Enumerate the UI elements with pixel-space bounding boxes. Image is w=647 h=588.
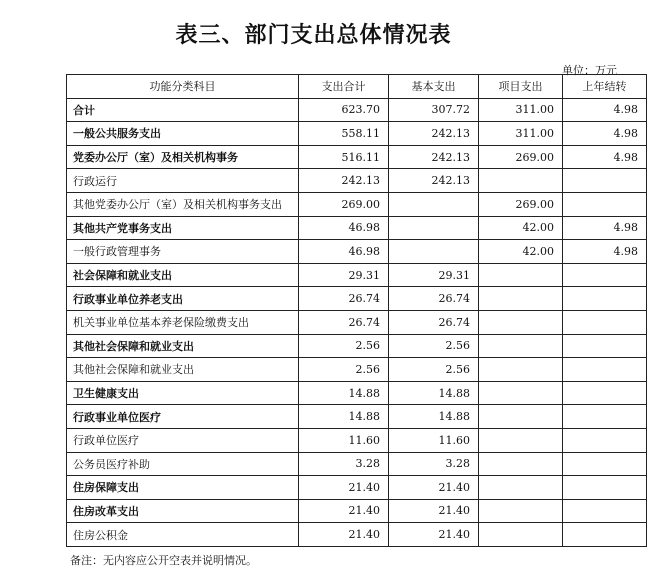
project-cell: 311.00: [479, 98, 563, 122]
basic-cell: [389, 216, 479, 240]
table-row: [67, 122, 647, 146]
basic-cell: [389, 240, 479, 264]
total-cell: 623.70: [299, 98, 389, 122]
project-cell: 269.00: [479, 145, 563, 169]
carry-cell: 4.98: [563, 216, 647, 240]
table-row: [67, 476, 647, 500]
basic-cell: 307.72: [389, 98, 479, 122]
footnote: 备注：无内容应公开空表并说明情况。: [70, 554, 257, 567]
category-cell: 行政单位医疗: [67, 428, 299, 452]
expenditure-table-container: [66, 74, 638, 549]
category-cell: 其他社会保障和就业支出: [67, 358, 299, 382]
basic-cell: 26.74: [389, 287, 479, 311]
table-row: [67, 192, 647, 216]
table-row: [67, 452, 647, 476]
project-cell: [479, 476, 563, 500]
category-cell: 住房改革支出: [67, 499, 299, 523]
basic-cell: 2.56: [389, 334, 479, 358]
basic-cell: 14.88: [389, 381, 479, 405]
table-row: [67, 240, 647, 264]
project-cell: [479, 287, 563, 311]
project-cell: [479, 263, 563, 287]
total-cell: 2.56: [299, 358, 389, 382]
carry-cell: [563, 310, 647, 334]
table-row: [67, 263, 647, 287]
category-cell: 住房保障支出: [67, 476, 299, 500]
table-header-row: [67, 75, 647, 99]
carry-cell: 4.98: [563, 145, 647, 169]
table-row: [67, 358, 647, 382]
basic-cell: 29.31: [389, 263, 479, 287]
category-cell: 一般行政管理事务: [67, 240, 299, 264]
table-row: [67, 98, 647, 122]
carry-cell: 4.98: [563, 122, 647, 146]
table-row: [67, 216, 647, 240]
column-header-carry: 上年结转: [563, 75, 647, 99]
expenditure-table: [66, 74, 647, 547]
category-cell: 一般公共服务支出: [67, 122, 299, 146]
table-row: [67, 428, 647, 452]
category-cell: 行政事业单位养老支出: [67, 287, 299, 311]
carry-cell: [563, 523, 647, 547]
basic-cell: 26.74: [389, 310, 479, 334]
project-cell: 42.00: [479, 240, 563, 264]
page-title: 表三、部门支出总体情况表: [175, 22, 452, 48]
project-cell: [479, 452, 563, 476]
project-cell: [479, 523, 563, 547]
project-cell: [479, 428, 563, 452]
table-row: [67, 287, 647, 311]
carry-cell: [563, 476, 647, 500]
total-cell: 3.28: [299, 452, 389, 476]
category-cell: 机关事业单位基本养老保险缴费支出: [67, 310, 299, 334]
total-cell: 26.74: [299, 310, 389, 334]
carry-cell: [563, 192, 647, 216]
total-cell: 516.11: [299, 145, 389, 169]
column-header-category: 功能分类科目: [67, 75, 299, 99]
carry-cell: [563, 358, 647, 382]
table-row: [67, 405, 647, 429]
project-cell: 311.00: [479, 122, 563, 146]
total-cell: 29.31: [299, 263, 389, 287]
project-cell: [479, 310, 563, 334]
basic-cell: 21.40: [389, 523, 479, 547]
basic-cell: 242.13: [389, 145, 479, 169]
category-cell: 公务员医疗补助: [67, 452, 299, 476]
carry-cell: [563, 169, 647, 193]
table-row: [67, 310, 647, 334]
unit-label: 单位：万元: [562, 64, 617, 77]
project-cell: [479, 381, 563, 405]
total-cell: 21.40: [299, 523, 389, 547]
total-cell: 21.40: [299, 499, 389, 523]
category-cell: 社会保障和就业支出: [67, 263, 299, 287]
total-cell: 2.56: [299, 334, 389, 358]
total-cell: 242.13: [299, 169, 389, 193]
table-row: [67, 499, 647, 523]
basic-cell: [389, 192, 479, 216]
basic-cell: 21.40: [389, 499, 479, 523]
total-cell: 558.11: [299, 122, 389, 146]
category-cell: 合计: [67, 98, 299, 122]
carry-cell: [563, 381, 647, 405]
category-cell: 住房公积金: [67, 523, 299, 547]
carry-cell: [563, 334, 647, 358]
basic-cell: 14.88: [389, 405, 479, 429]
project-cell: [479, 499, 563, 523]
project-cell: 269.00: [479, 192, 563, 216]
category-cell: 其他党委办公厅（室）及相关机构事务支出: [67, 192, 299, 216]
table-body: [67, 98, 647, 546]
table-row: [67, 169, 647, 193]
table-row: [67, 145, 647, 169]
carry-cell: [563, 452, 647, 476]
carry-cell: 4.98: [563, 240, 647, 264]
table-row: [67, 381, 647, 405]
basic-cell: 11.60: [389, 428, 479, 452]
total-cell: 21.40: [299, 476, 389, 500]
project-cell: [479, 405, 563, 429]
table-row: [67, 334, 647, 358]
category-cell: 行政事业单位医疗: [67, 405, 299, 429]
carry-cell: [563, 405, 647, 429]
column-header-total: 支出合计: [299, 75, 389, 99]
carry-cell: [563, 428, 647, 452]
column-header-basic: 基本支出: [389, 75, 479, 99]
basic-cell: 2.56: [389, 358, 479, 382]
carry-cell: [563, 499, 647, 523]
carry-cell: [563, 263, 647, 287]
carry-cell: [563, 287, 647, 311]
total-cell: 46.98: [299, 240, 389, 264]
project-cell: [479, 169, 563, 193]
project-cell: 42.00: [479, 216, 563, 240]
total-cell: 269.00: [299, 192, 389, 216]
total-cell: 26.74: [299, 287, 389, 311]
total-cell: 14.88: [299, 405, 389, 429]
category-cell: 卫生健康支出: [67, 381, 299, 405]
category-cell: 其他共产党事务支出: [67, 216, 299, 240]
basic-cell: 21.40: [389, 476, 479, 500]
basic-cell: 242.13: [389, 122, 479, 146]
table-row: [67, 523, 647, 547]
total-cell: 14.88: [299, 381, 389, 405]
basic-cell: 3.28: [389, 452, 479, 476]
basic-cell: 242.13: [389, 169, 479, 193]
total-cell: 46.98: [299, 216, 389, 240]
carry-cell: 4.98: [563, 98, 647, 122]
category-cell: 党委办公厅（室）及相关机构事务: [67, 145, 299, 169]
total-cell: 11.60: [299, 428, 389, 452]
project-cell: [479, 334, 563, 358]
category-cell: 行政运行: [67, 169, 299, 193]
column-header-project: 项目支出: [479, 75, 563, 99]
project-cell: [479, 358, 563, 382]
category-cell: 其他社会保障和就业支出: [67, 334, 299, 358]
